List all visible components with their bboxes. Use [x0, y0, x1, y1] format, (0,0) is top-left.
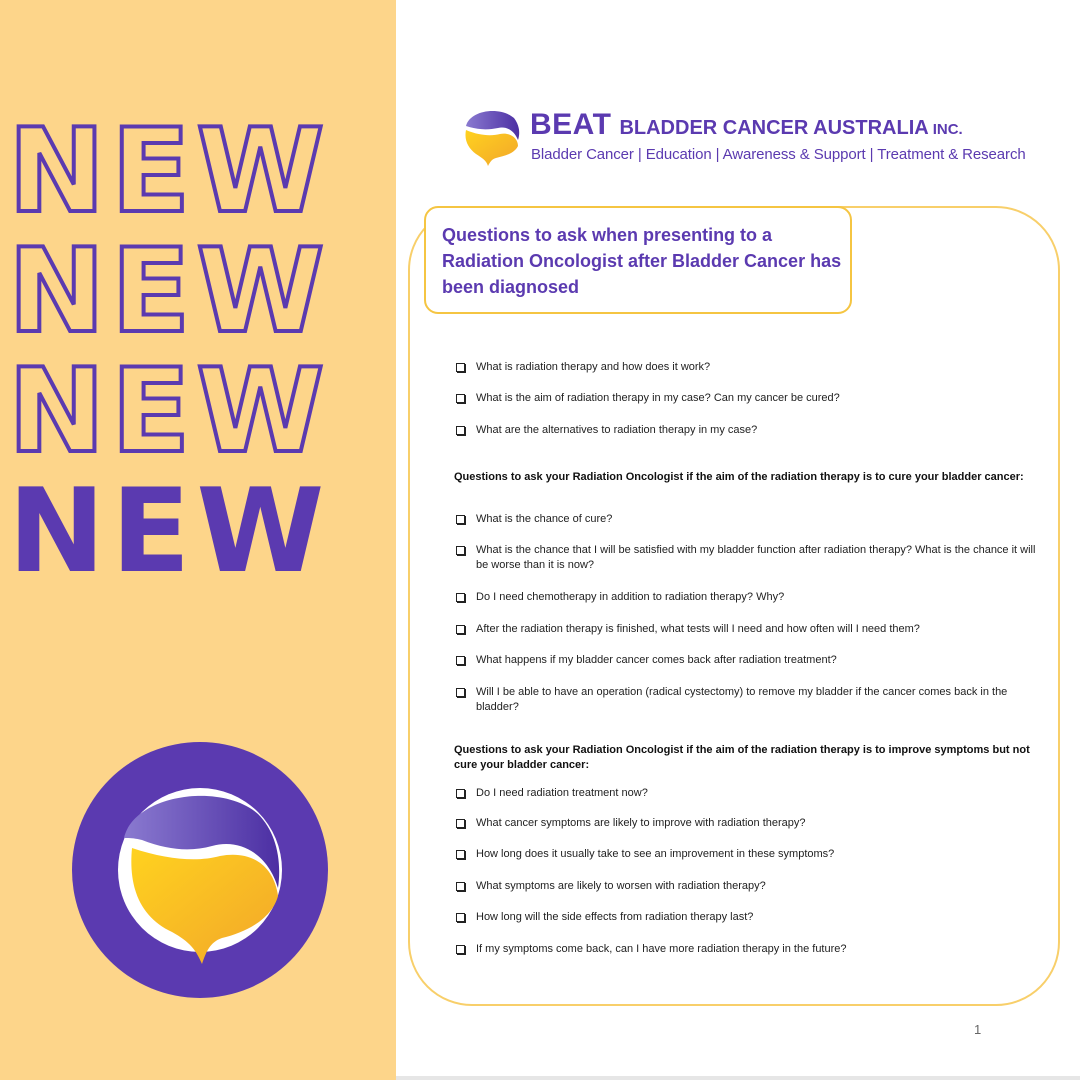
question-text: What is the chance that I will be satisfied with my bladder function after radiation therapy? What is the chance it will be worse than it is now?: [476, 544, 1036, 571]
new-heading-outline-3: NEW: [8, 344, 331, 479]
document-page: [396, 0, 1080, 1076]
cure-question-5: [454, 653, 1044, 668]
general-questions: [454, 360, 1044, 375]
checkbox-icon: [456, 688, 465, 697]
brand-beat: BEAT: [530, 108, 612, 141]
section-heading-symptoms: Questions to ask your Radiation Oncologist if the aim of the radiation therapy is to improve symptoms but not cure your bladder cancer:: [454, 744, 1030, 771]
new-heading-solid: NEW: [8, 464, 331, 599]
question-text: How long will the side effects from radiation therapy last?: [476, 911, 754, 923]
symptom-question-4: [454, 879, 1044, 894]
question-text: What is radiation therapy and how does it work?: [476, 361, 711, 373]
brand-name: [530, 108, 963, 142]
general-questions-3: [454, 423, 1044, 438]
symptom-question-3: [454, 847, 1044, 862]
checkbox-icon: [456, 515, 465, 524]
checkbox-icon: [456, 913, 465, 922]
brand-suffix: INC.: [932, 121, 963, 138]
general-questions-2: [454, 391, 1044, 406]
checklist-item: [454, 423, 1044, 438]
question-text: What cancer symptoms are likely to improve with radiation therapy?: [476, 817, 806, 829]
question-text: What is the aim of radiation therapy in my case? Can my cancer be cured?: [476, 392, 840, 404]
question-text: Will I be able to have an operation (radical cystectomy) to remove my bladder if the cancer comes back in the bladder?: [476, 686, 1008, 713]
checklist-item: [454, 847, 1044, 862]
symptom-question-6: [454, 942, 1044, 957]
checkbox-icon: [456, 819, 465, 828]
checklist-item: [454, 543, 1044, 573]
checklist-item: [454, 391, 1044, 406]
document-title: Questions to ask when presenting to a Radiation Oncologist after Bladder Cancer has been diagnosed: [442, 225, 842, 297]
question-text: What happens if my bladder cancer comes back after radiation treatment?: [476, 654, 837, 666]
section-heading-cure: Questions to ask your Radiation Oncologist if the aim of the radiation therapy is to cure your bladder cancer:: [454, 471, 1024, 483]
checkbox-icon: [456, 426, 465, 435]
question-text: If my symptoms come back, can I have more radiation therapy in the future?: [476, 943, 847, 955]
question-text: What symptoms are likely to worsen with radiation therapy?: [476, 880, 766, 892]
page-number: 1: [974, 1022, 982, 1037]
checkbox-icon: [456, 546, 465, 555]
question-text: Do I need radiation treatment now?: [476, 787, 648, 799]
checklist-item: [454, 786, 1044, 801]
checklist-item: [454, 910, 1044, 925]
promo-panel: [0, 0, 396, 1080]
page-edge: [396, 1076, 1080, 1080]
checklist-item: [454, 942, 1044, 957]
checklist-item: [454, 879, 1044, 894]
checklist-item: [454, 816, 1044, 831]
checkbox-icon: [456, 850, 465, 859]
checkbox-icon: [456, 945, 465, 954]
checkbox-icon: [456, 625, 465, 634]
checklist-item: [454, 653, 1044, 668]
question-text: Do I need chemotherapy in addition to radiation therapy? Why?: [476, 591, 785, 603]
question-text: What are the alternatives to radiation therapy in my case?: [476, 424, 758, 436]
symptom-question-2: [454, 816, 1044, 831]
brand-tagline: Bladder Cancer | Education | Awareness & Support | Treatment & Research: [531, 146, 1026, 163]
checklist-item: [454, 360, 1044, 375]
checklist-item: [454, 622, 1044, 637]
checklist-item: [454, 512, 1044, 527]
question-text: How long does it usually take to see an improvement in these symptoms?: [476, 848, 835, 860]
brand-organisation: BLADDER CANCER AUSTRALIA: [619, 117, 929, 139]
cure-question-4: [454, 622, 1044, 637]
new-heading-outline-2: NEW: [8, 224, 331, 359]
brand-header: [464, 106, 1024, 176]
cure-question-1: [454, 512, 1044, 527]
symptom-question-1: [454, 786, 1044, 801]
cure-question-3: [454, 590, 1044, 605]
checkbox-icon: [456, 656, 465, 665]
checklist-item: [454, 685, 1044, 715]
symptom-question-5: [454, 910, 1044, 925]
checkbox-icon: [456, 593, 465, 602]
cure-question-6: [454, 685, 1044, 715]
question-text: After the radiation therapy is finished, what tests will I need and how often will I need them?: [476, 623, 920, 635]
checkbox-icon: [456, 363, 465, 372]
beat-logo-icon: [464, 108, 520, 166]
checkbox-icon: [456, 882, 465, 891]
checkbox-icon: [456, 789, 465, 798]
question-text: What is the chance of cure?: [476, 513, 613, 525]
title-box: [424, 206, 852, 314]
new-heading-outline-1: NEW: [8, 104, 331, 239]
beat-logo-badge-icon: [72, 742, 328, 998]
checklist-item: [454, 590, 1044, 605]
cure-question-2: [454, 543, 1044, 573]
checkbox-icon: [456, 394, 465, 403]
